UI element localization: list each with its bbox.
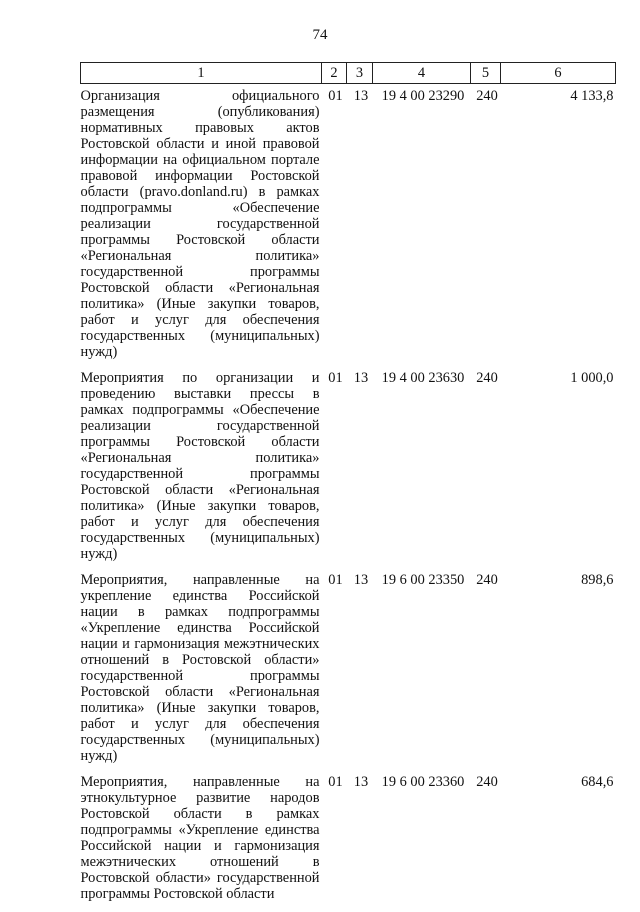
row-sum: 898,6	[581, 572, 614, 588]
row-csr: 19 4 00 23290	[381, 88, 465, 104]
row-pr: 13	[353, 572, 369, 588]
row-pr: 13	[353, 370, 369, 386]
header-col-4: 4	[373, 63, 471, 84]
row-rz: 01	[328, 370, 343, 386]
row-csr: 19 6 00 23350	[381, 572, 465, 588]
table-row	[81, 572, 616, 774]
row-sum: 1 000,0	[570, 370, 614, 386]
row-description: Мероприятия по организации и проведению выставки прессы в рамках подпрограммы «Обеспечение реализации государственной программы Ростовской области «Региональная политика» государственной программы Ростовской области «Региональная политика» (Иные закупки товаров, работ и услуг для обеспечения государственных (муниципальных) нужд)	[80, 370, 320, 562]
row-vr: 240	[476, 572, 498, 588]
header-col-5: 5	[471, 63, 501, 84]
header-col-1: 1	[81, 63, 322, 84]
row-csr: 19 6 00 23360	[381, 774, 465, 790]
table-row	[81, 370, 616, 572]
row-rz: 01	[328, 88, 343, 104]
table-row	[81, 774, 616, 912]
row-description: Мероприятия, направленные на этнокультурное развитие народов Ростовской области в рамках подпрограммы «Укрепление единства Российской нации и гармонизация межэтнических отношений в Ростовской области» государственной программы Ростовской области	[80, 774, 320, 902]
table-header-row	[81, 63, 616, 84]
row-rz: 01	[328, 572, 343, 588]
row-sum: 4 133,8	[570, 88, 614, 104]
row-description: Мероприятия, направленные на укрепление единства Российской нации в рамках подпрограммы «Укрепление единства Российской нации и гармонизация межэтнических отношений в Ростовской области» государственной программы Ростовской области «Региональная политика» (Иные закупки товаров, работ и услуг для обеспечения государственных (муниципальных) нужд)	[80, 572, 320, 764]
header-col-6: 6	[501, 63, 616, 84]
page-number: 74	[312, 27, 328, 43]
row-csr: 19 4 00 23630	[381, 370, 465, 386]
row-vr: 240	[476, 88, 498, 104]
header-col-2: 2	[322, 63, 347, 84]
row-rz: 01	[328, 774, 343, 790]
row-vr: 240	[476, 774, 498, 790]
row-pr: 13	[353, 88, 369, 104]
table-row	[81, 84, 616, 371]
row-description: Организация официального размещения (опубликования) нормативных правовых актов Ростовской области и иной правовой информации на официальном портале правовой информации Ростовской области (pravo.donland.ru) в рамках подпрограммы «Обеспечение реализации государственной программы Ростовской области «Региональная политика» государственной программы Ростовской области «Региональная политика» (Иные закупки товаров, работ и услуг для обеспечения государственных (муниципальных) нужд)	[80, 88, 320, 360]
header-col-3: 3	[347, 63, 373, 84]
row-sum: 684,6	[581, 774, 614, 790]
row-vr: 240	[476, 370, 498, 386]
budget-table	[80, 62, 616, 912]
row-pr: 13	[353, 774, 369, 790]
